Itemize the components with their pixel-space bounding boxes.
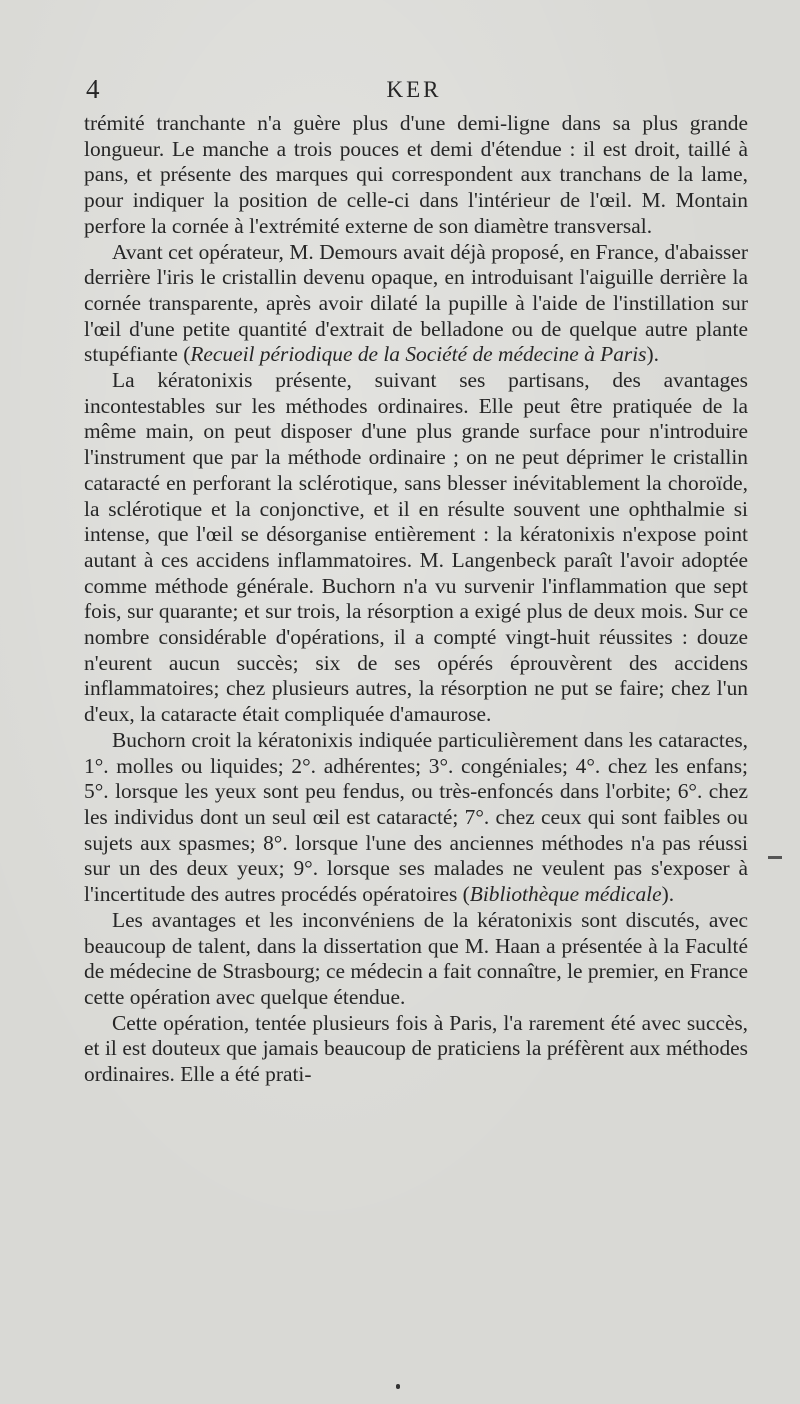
margin-mark [768, 856, 782, 859]
running-head: KER [386, 77, 442, 102]
paragraph-p6 [84, 1011, 748, 1088]
paragraph-p1 [84, 111, 748, 240]
paragraph-text: trémité tranchante n'a guère plus d'une demi-ligne dans sa plus grande longueur. Le manche a trois pouces et demi d'étendue : il est droit, taillé à pans, et présente des marques qui correspondent aux tranchans de la lame, pour indiquer la position de celle-ci dans l'intérieur de l'œil. M. Montain perfore la cornée à l'extrémité externe de son diamètre transversal. [84, 111, 748, 238]
paragraph-p4 [84, 728, 748, 908]
citation-title: Recueil périodique de la Société de médecine à Paris [190, 342, 647, 367]
citation-title: Bibliothèque médicale [469, 882, 662, 907]
paragraph-text: Cette opération, tentée plusieurs fois à Paris, l'a rarement été avec succès, et il est douteux que jamais beaucoup de praticiens la préfèrent aux méthodes ordinaires. Elle a été prati- [84, 1010, 748, 1087]
paragraph-text: ). [646, 342, 659, 367]
page-header [84, 74, 744, 110]
paragraph-text: Buchorn croit la kératonixis indiquée particulièrement dans les cataractes, 1°. molles ou liquides; 2°. adhérentes; 3°. congéniales; 4°. chez les enfans; 5°. lorsque les yeux sont peu fendus, ou très-enfoncés dans l'orbite; 6°. chez les individus dont un seul œil est cataracté; 7°. chez ceux qui sont faibles ou sujets aux spasmes; 8°. lorsque l'une des anciennes méthodes n'a pas réussi sur un des deux yeux; 9°. lorsque ses malades ne veulent pas s'exposer à l'incertitude des autres procédés opératoires ( [84, 727, 748, 907]
body-text [84, 111, 748, 1088]
page-number: 4 [86, 74, 100, 104]
paragraph-p2 [84, 240, 748, 369]
paragraph-text: Avant cet opérateur, M. Demours avait déjà proposé, en France, d'abaisser derrière l'iris le cristallin devenu opaque, en introduisant l'aiguille derrière la cornée transparente, après avoir dilaté la pupille à l'aide de l'instillation sur l'œil d'une petite quantité d'extrait de belladone ou de quelque autre plante stupéfiante ( [84, 239, 748, 367]
paragraph-text: La kératonixis présente, suivant ses partisans, des avantages incontestables sur les méthodes ordinaires. Elle peut être pratiquée de la même main, on peut disposer d'une plus grande surface pour n'introduire l'instrument que par la méthode ordinaire ; on ne peut déprimer le cristallin cataracté en perforant la sclérotique, sans blesser inévitablement la choroïde, la sclérotique et la conjonctive, et il en résulte souvent une ophthalmie si intense, que l'œil se désorganise entièrement : la kératonixis n'expose point autant à ces accidens inflammatoires. M. Langenbeck paraît l'avoir adoptée comme méthode générale. Buchorn n'a vu survenir l'inflammation que sept fois, sur quarante; et sur trois, la résorption a exigé plus de deux mois. Sur ce nombre considérable d'opérations, il a compté vingt-huit réussites : douze n'eurent aucun succès; six de ses opérés éprouvèrent des accidens inflammatoires; chez plusieurs autres, la résorption ne put se faire; chez l'un d'eux, la cataracte était compliquée d'amaurose. [84, 368, 748, 727]
paragraph-p5 [84, 908, 748, 1011]
paragraph-p3 [84, 368, 748, 728]
ink-speck [396, 1384, 400, 1389]
paragraph-text: ). [661, 882, 675, 907]
paragraph-text: Les avantages et les inconvéniens de la kératonixis sont discutés, avec beaucoup de talent, dans la dissertation que M. Haan a présentée à la Faculté de médecine de Strasbourg; ce médecin a fait connaître, le premier, en France cette opération avec quelque étendue. [84, 907, 748, 1009]
